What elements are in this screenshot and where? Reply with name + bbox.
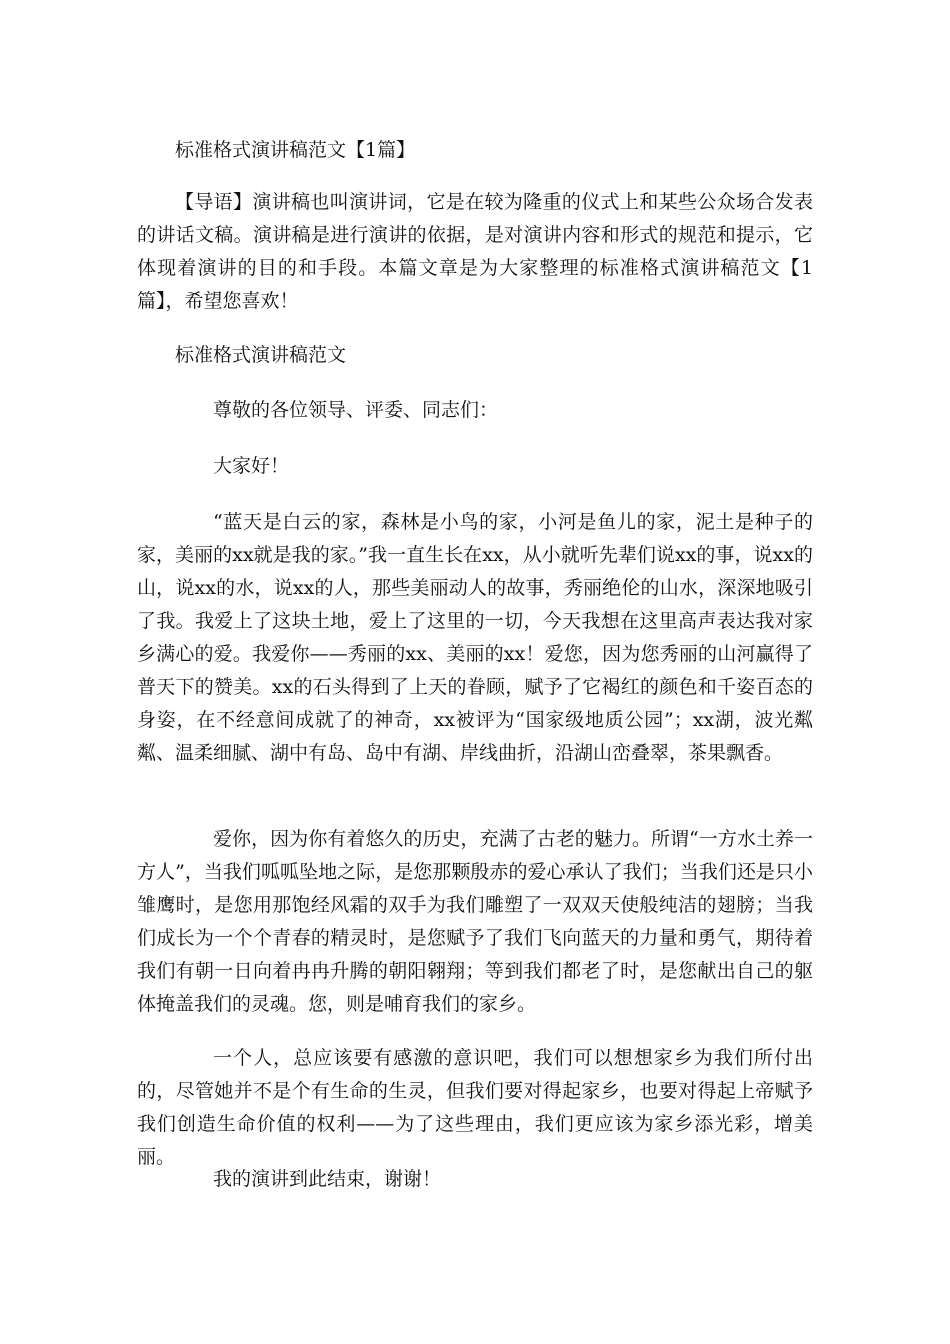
closing-line: 我的演讲到此结束，谢谢！ (213, 1168, 442, 1190)
body-paragraph-3: 一个人，总应该要有感激的意识吧，我们可以想想家乡为我们所付出的，尽管她并不是个有生命的生灵，但我们要对得起家乡，也要对得起上帝赋予我们创造生命价值的权利——为了这些理由，我们更应该为家乡添光彩，增美丽。 (137, 1047, 813, 1168)
greeting: 大家好！ (213, 455, 290, 477)
document-title: 标准格式演讲稿范文【1篇】 (175, 139, 416, 161)
body-paragraph-2: 爱你，因为你有着悠久的历史，充满了古老的魅力。所谓“一方水土养一方人”，当我们呱呱坠地之际，是您那颗殷赤的爱心承认了我们；当我们还是只小雏鹰时，是您用那饱经风霜的双手为我们雕塑了一双双天使般纯洁的翅膀；当我们成长为一个个青春的精灵时，是您赋予了我们飞向蓝天的力量和勇气，期待着我们有朝一日向着冉冉升腾的朝阳翱翔；等到我们都老了时，是您献出自己的躯体掩盖我们的灵魂。您，则是哺育我们的家乡。 (137, 828, 813, 1015)
intro-paragraph: 【导语】演讲稿也叫演讲词，它是在较为隆重的仪式上和某些公众场合发表的讲话文稿。演讲稿是进行演讲的依据，是对演讲内容和形式的规范和提示，它体现着演讲的目的和手段。本篇文章是为大家整理的标准格式演讲稿范文【1篇】，希望您喜欢！ (137, 191, 813, 312)
body-paragraph-1: “蓝天是白云的家，森林是小鸟的家，小河是鱼儿的家，泥土是种子的家，美丽的xx就是我的家。”我一直生长在xx，从小就听先辈们说xx的事，说xx的山，说xx的水，说xx的人，那些美丽动人的故事，秀丽绝伦的山水，深深地吸引了我。我爱上了这块土地，爱上了这里的一切，今天我想在这里高声表达我对家乡满心的爱。我爱你——秀丽的xx、美丽的xx！爱您，因为您秀丽的山河赢得了普天下的赞美。xx的石头得到了上天的眷顾，赋予了它褐红的颜色和千姿百态的身姿，在不经意间成就了的神奇，xx被评为“国家级地质公园”；xx湖，波光粼粼、温柔细腻、湖中有岛、岛中有湖、岸线曲折，沿湖山峦叠翠，茶果飘香。 (137, 511, 813, 764)
salutation: 尊敬的各位领导、评委、同志们： (213, 399, 499, 421)
speech-title: 标准格式演讲稿范文 (175, 344, 347, 366)
